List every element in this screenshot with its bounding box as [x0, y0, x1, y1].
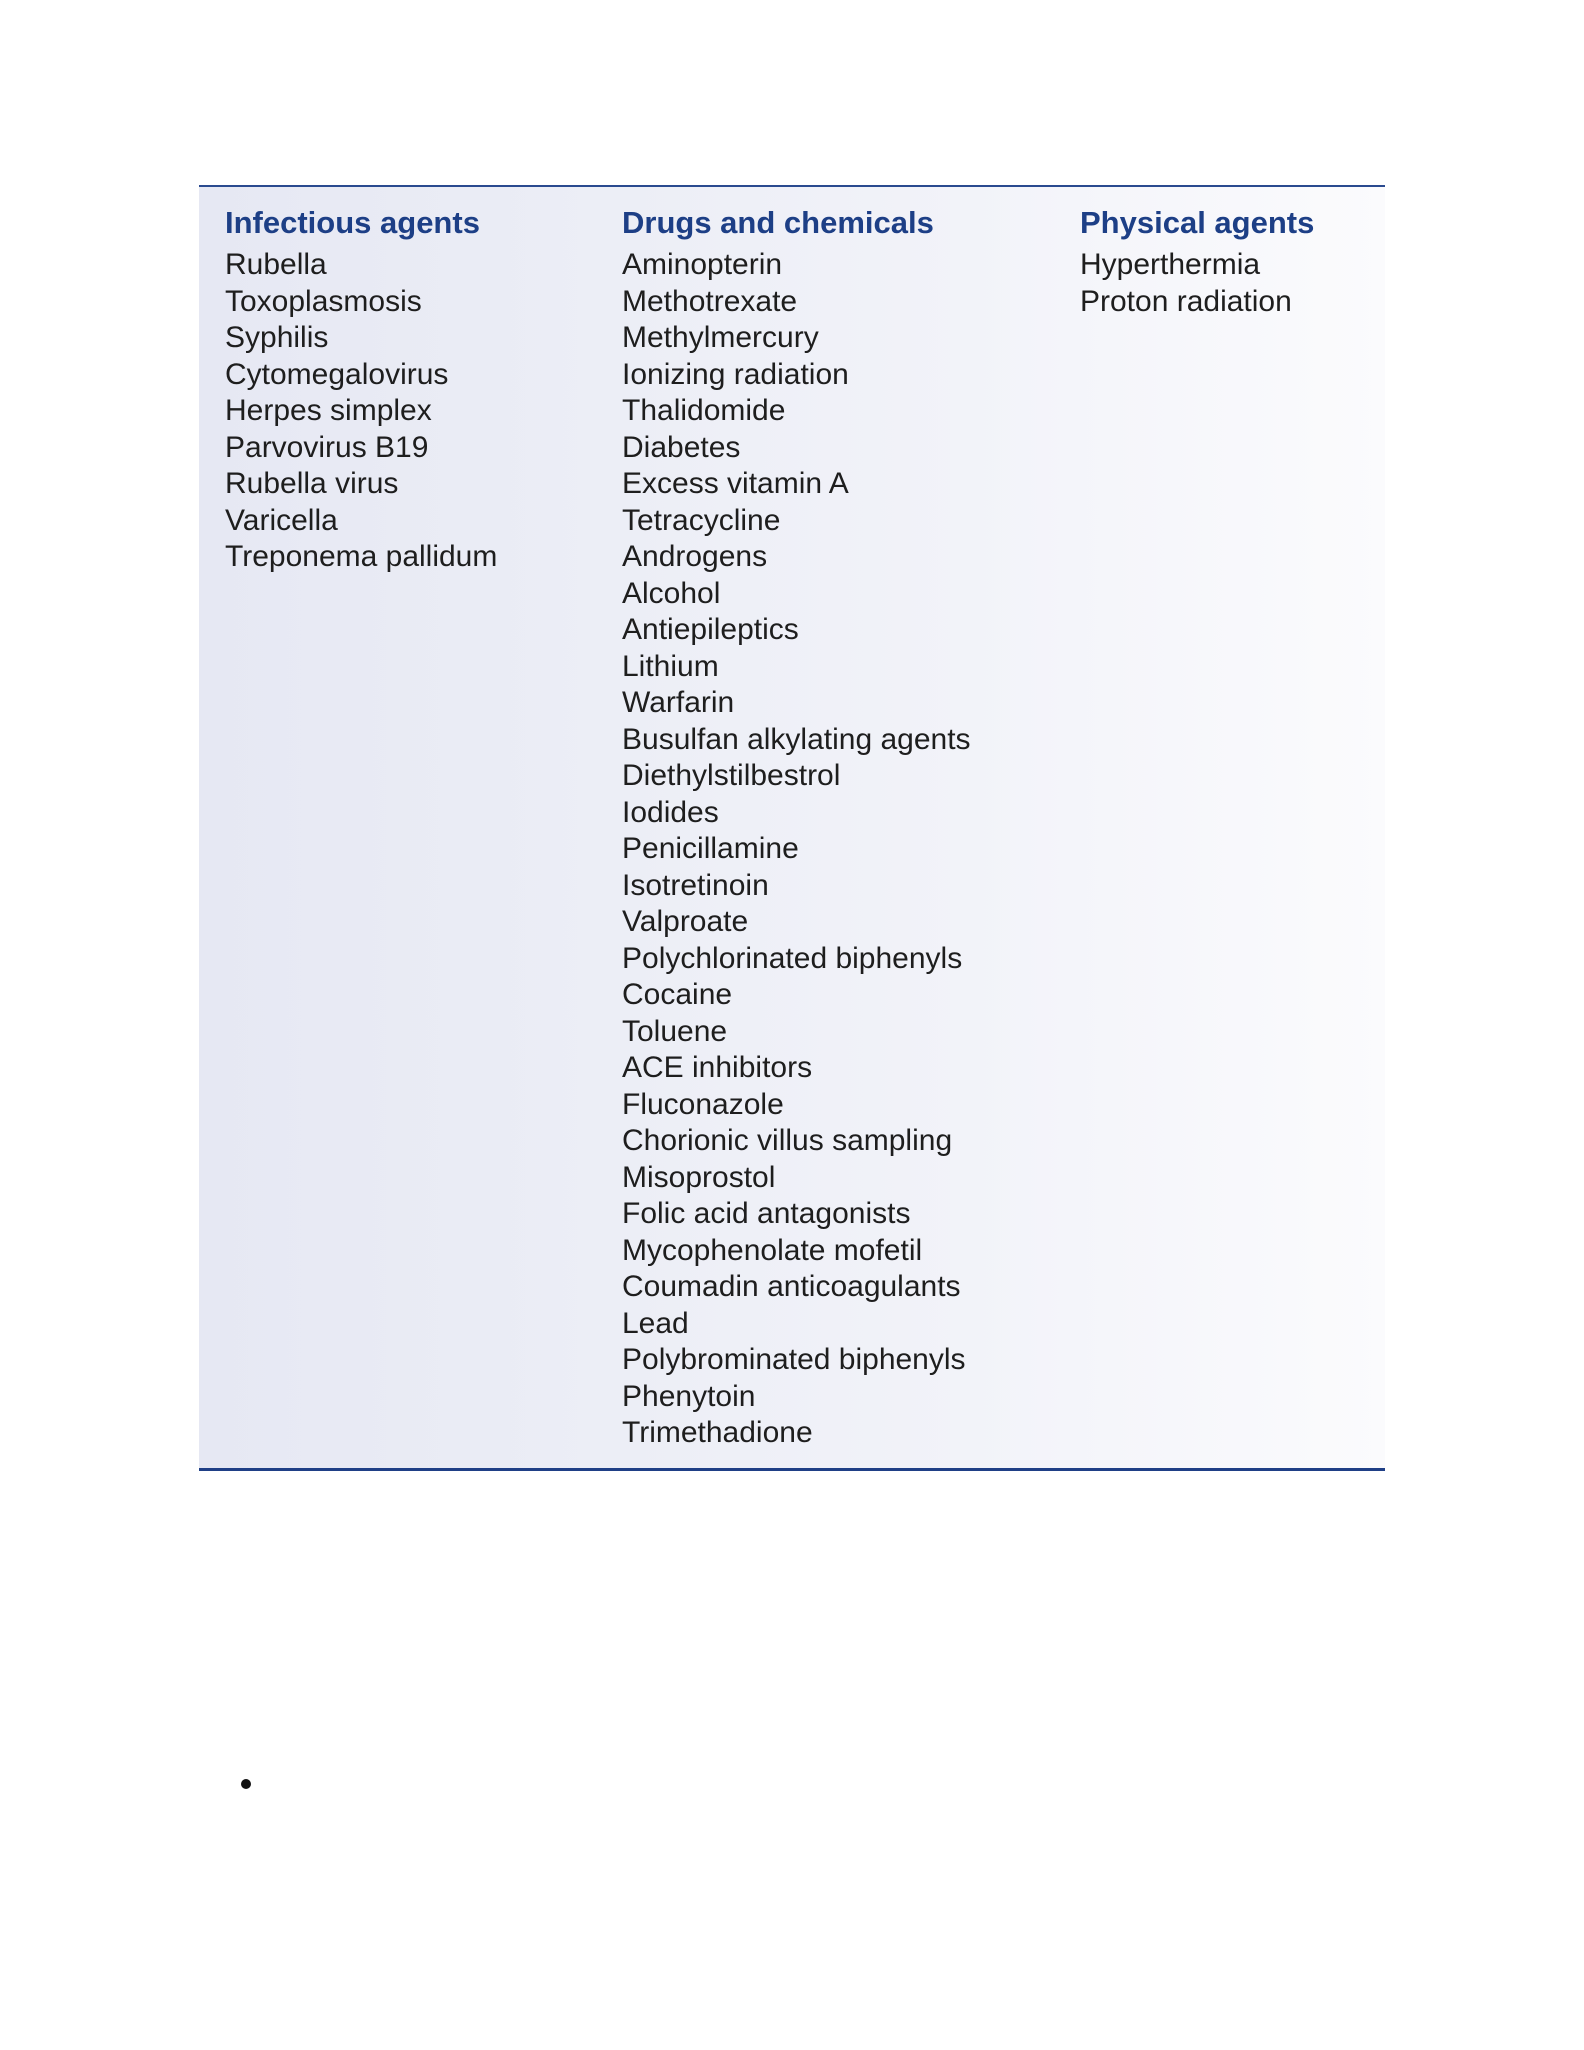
list-item: Polychlorinated biphenyls [622, 941, 963, 975]
list-item: Phenytoin [622, 1379, 756, 1413]
list-item: Iodides [622, 795, 719, 829]
list-item: Methotrexate [622, 284, 798, 318]
column-list-drugs-and-chemicals [622, 247, 1052, 1452]
list-item: Varicella [225, 503, 338, 537]
list-item: ACE inhibitors [622, 1051, 813, 1084]
list-item: Syphilis [225, 321, 329, 354]
list-item: Hyperthermia [1080, 248, 1261, 281]
column-infectious-agents [225, 205, 605, 576]
column-physical-agents [1080, 205, 1370, 320]
list-item: Busulfan alkylating agents [622, 722, 971, 756]
list-item: Fluconazole [622, 1087, 784, 1121]
list-item: Isotretinoin [622, 868, 769, 902]
column-header-physical-agents: Physical agents [1080, 205, 1315, 240]
list-item: Warfarin [622, 686, 735, 719]
list-item: Alcohol [622, 576, 721, 610]
list-item: Diethylstilbestrol [622, 759, 841, 792]
list-item: Toluene [622, 1014, 728, 1048]
list-item: Lead [622, 1306, 689, 1340]
list-item: Thalidomide [622, 394, 786, 427]
list-item: Antiepileptics [622, 613, 799, 646]
list-item: Folic acid antagonists [622, 1197, 911, 1230]
column-header-drugs-and-chemicals: Drugs and chemicals [622, 205, 934, 240]
list-item: Cytomegalovirus [225, 357, 449, 391]
list-item: Herpes simplex [225, 394, 432, 427]
column-header-infectious-agents: Infectious agents [225, 205, 480, 240]
list-item: Tetracycline [622, 503, 781, 537]
teratogens-table [199, 185, 1385, 1471]
list-item: Polybrominated biphenyls [622, 1343, 966, 1376]
list-item: Androgens [622, 540, 768, 573]
column-list-physical-agents [1080, 247, 1370, 320]
list-item: Trimethadione [622, 1416, 813, 1449]
list-item: Cocaine [622, 978, 733, 1011]
bullet-dot-icon [241, 1779, 251, 1789]
list-item: Penicillamine [622, 832, 799, 865]
list-item: Parvovirus B19 [225, 430, 429, 464]
list-item: Lithium [622, 649, 719, 683]
list-item: Excess vitamin A [622, 467, 849, 500]
list-item: Chorionic villus sampling [622, 1124, 953, 1157]
list-item: Mycophenolate mofetil [622, 1233, 923, 1267]
list-item: Valproate [622, 905, 749, 938]
list-item: Aminopterin [622, 248, 783, 281]
column-drugs-and-chemicals [622, 205, 1052, 1452]
list-item: Misoprostol [622, 1160, 776, 1194]
list-item: Rubella virus [225, 467, 399, 500]
column-list-infectious-agents [225, 247, 605, 576]
list-item: Rubella [225, 248, 327, 281]
list-item: Diabetes [622, 430, 741, 464]
list-item: Methylmercury [622, 321, 819, 354]
list-item: Toxoplasmosis [225, 284, 422, 318]
list-item: Proton radiation [1080, 284, 1292, 318]
list-item: Treponema pallidum [225, 540, 498, 573]
list-item: Ionizing radiation [622, 357, 849, 391]
list-item: Coumadin anticoagulants [622, 1270, 961, 1303]
